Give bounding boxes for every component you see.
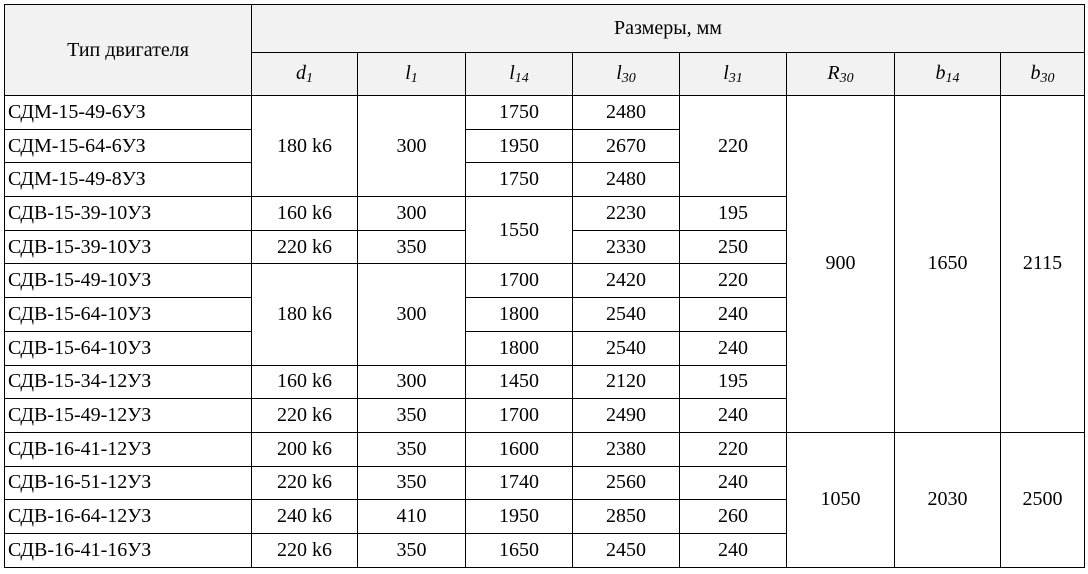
cell-l30: 2540 <box>573 298 680 332</box>
cell-b14: 2030 <box>895 432 1001 567</box>
cell-l30: 2330 <box>573 230 680 264</box>
cell-l30: 2480 <box>573 96 680 130</box>
cell-motor-type: СДВ-15-49-10УЗ <box>5 264 252 298</box>
header-l30: $l_{30}$ <box>573 53 680 96</box>
cell-l30: 2480 <box>573 163 680 197</box>
header-l31: $l_{31}$ <box>680 53 787 96</box>
header-l1: $l_1$ <box>358 53 466 96</box>
cell-l14: 1750 <box>466 96 573 130</box>
header-r30: $R_{30}$ <box>787 53 895 96</box>
cell-motor-type: СДВ-16-41-12УЗ <box>5 432 252 466</box>
cell-l31: 250 <box>680 230 787 264</box>
cell-l31: 240 <box>680 533 787 567</box>
cell-l31: 240 <box>680 466 787 500</box>
cell-motor-type: СДВ-15-49-12УЗ <box>5 399 252 433</box>
cell-l31: 220 <box>680 264 787 298</box>
cell-l14: 1800 <box>466 331 573 365</box>
cell-motor-type: СДВ-15-64-10УЗ <box>5 331 252 365</box>
cell-l31: 260 <box>680 500 787 534</box>
cell-d1: 160 k6 <box>252 197 358 231</box>
cell-d1: 220 k6 <box>252 399 358 433</box>
cell-l1: 300 <box>358 96 466 197</box>
cell-l1: 350 <box>358 230 466 264</box>
table-row <box>5 432 1085 466</box>
cell-l30: 2850 <box>573 500 680 534</box>
cell-l14: 1800 <box>466 298 573 332</box>
cell-l30: 2450 <box>573 533 680 567</box>
cell-l1: 350 <box>358 432 466 466</box>
table-row <box>5 96 1085 130</box>
cell-l31: 195 <box>680 365 787 399</box>
cell-motor-type: СДВ-16-51-12УЗ <box>5 466 252 500</box>
cell-d1: 180 k6 <box>252 96 358 197</box>
header-dimensions-group: Размеры, мм <box>252 5 1085 53</box>
cell-r30: 1050 <box>787 432 895 567</box>
cell-l1: 350 <box>358 399 466 433</box>
header-motor-type: Тип двигателя <box>5 5 252 96</box>
cell-l14: 1650 <box>466 533 573 567</box>
cell-l30: 2380 <box>573 432 680 466</box>
cell-b14: 1650 <box>895 96 1001 433</box>
cell-l14: 1450 <box>466 365 573 399</box>
cell-motor-type: СДВ-15-34-12УЗ <box>5 365 252 399</box>
cell-d1: 160 k6 <box>252 365 358 399</box>
cell-d1: 220 k6 <box>252 230 358 264</box>
cell-motor-type: СДВ-15-39-10УЗ <box>5 230 252 264</box>
cell-motor-type: СДВ-15-39-10УЗ <box>5 197 252 231</box>
cell-l14: 1750 <box>466 163 573 197</box>
header-l14: $l_{14}$ <box>466 53 573 96</box>
cell-l1: 300 <box>358 365 466 399</box>
cell-l14: 1950 <box>466 500 573 534</box>
cell-motor-type: СДМ-15-64-6УЗ <box>5 129 252 163</box>
cell-l31: 220 <box>680 432 787 466</box>
cell-l14: 1950 <box>466 129 573 163</box>
cell-l30: 2560 <box>573 466 680 500</box>
cell-motor-type: СДВ-15-64-10УЗ <box>5 298 252 332</box>
cell-motor-type: СДМ-15-49-8УЗ <box>5 163 252 197</box>
cell-l31: 240 <box>680 331 787 365</box>
cell-motor-type: СДВ-16-64-12УЗ <box>5 500 252 534</box>
motor-dimensions-table <box>4 4 1085 568</box>
cell-b30: 2115 <box>1001 96 1085 433</box>
cell-motor-type: СДМ-15-49-6УЗ <box>5 96 252 130</box>
cell-l1: 300 <box>358 264 466 365</box>
cell-motor-type: СДВ-16-41-16УЗ <box>5 533 252 567</box>
cell-l14: 1700 <box>466 399 573 433</box>
cell-l31: 220 <box>680 96 787 197</box>
header-d1: $d_1$ <box>252 53 358 96</box>
cell-d1: 240 k6 <box>252 500 358 534</box>
cell-r30: 900 <box>787 96 895 433</box>
cell-l30: 2420 <box>573 264 680 298</box>
cell-d1: 180 k6 <box>252 264 358 365</box>
cell-l31: 195 <box>680 197 787 231</box>
cell-d1: 200 k6 <box>252 432 358 466</box>
cell-l14: 1740 <box>466 466 573 500</box>
cell-l14: 1600 <box>466 432 573 466</box>
cell-l30: 2540 <box>573 331 680 365</box>
cell-l31: 240 <box>680 298 787 332</box>
cell-l30: 2490 <box>573 399 680 433</box>
cell-d1: 220 k6 <box>252 466 358 500</box>
cell-d1: 220 k6 <box>252 533 358 567</box>
cell-l1: 350 <box>358 533 466 567</box>
cell-l14: 1700 <box>466 264 573 298</box>
cell-l1: 300 <box>358 197 466 231</box>
cell-l30: 2670 <box>573 129 680 163</box>
cell-l1: 410 <box>358 500 466 534</box>
cell-l1: 350 <box>358 466 466 500</box>
header-b30: $b_{30}$ <box>1001 53 1085 96</box>
header-b14: $b_{14}$ <box>895 53 1001 96</box>
cell-l31: 240 <box>680 399 787 433</box>
cell-b30: 2500 <box>1001 432 1085 567</box>
cell-l30: 2230 <box>573 197 680 231</box>
cell-l30: 2120 <box>573 365 680 399</box>
cell-l14: 1550 <box>466 197 573 264</box>
